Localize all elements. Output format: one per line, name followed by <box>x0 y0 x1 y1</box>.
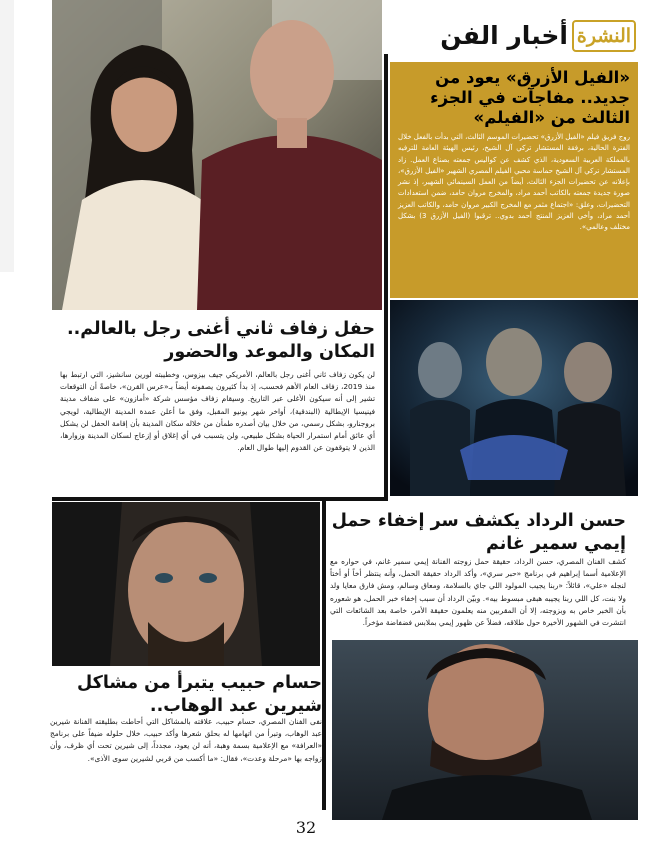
film-poster-photo <box>390 300 638 496</box>
logo-text: النشرة <box>576 25 632 47</box>
article-bezos-headline: حفل زفاف ثاني أغنى رجل بالعالم.. المكان والموعد والحضور <box>66 319 375 362</box>
article-habib-headline: حسام حبيب يتبرأ من مشاكل شيرين عبد الوهاب.. <box>77 673 322 716</box>
article-raddad-body: كشف الفنان المصري، حسن الرداد، حقيقة حمل زوجته الفنانة إيمي سمير غانم، في حواره مع الإعلامية أسما إبراهيم في برنامج «حبر سري»، وأكد الرداد حقيقة الحمل، وأنه ينتظر أخاً أو أختاً لنجله «علي»، قائلاً: «ربنا يجيب المولود اللي جاي بالسلامة، ومعاق وسالم، ومش فارق معايا ولد ولا بنت، كل اللي ربنا يجيبه هبقى مبسوط بيه». وبيّن الرداد أن سبب إخفاء خبر الحمل، هو شعوره بأن الخبر خاص به وبزوجته، إلا أن المقربين منه يعلمون حقيقة الأمر، خاصة بعد الشائعات التي انتشرت في الشهور الأخيرة حول طلاقه، فضلاً عن ظهور إيمي بملابس فضفاضة مؤخراً. <box>330 557 626 628</box>
hassan-elraddad-photo <box>332 640 638 820</box>
vertical-rule-bottom <box>322 500 326 810</box>
section-title: أخبار الفن <box>440 21 568 50</box>
article-habib-body: نفى الفنان المصري، حسام حبيب، علاقته بالمشاكل التي أحاطت بطليقته الفنانة شيرين عبد الوهاب، وتبرأ من اتهامها له بحلق شعرها وأكد حبيب، خلال حلوله ضيفاً على برنامج «العرافة» مع الإعلامية بسمة وهبة، أنه لن يعود، مجدداً، إلى شيرين تحت أي ظرف، وأن زواجه بها «مرحلة وعدت»، فقال: «ما أكسب من قربي لشيرين سوى الأذى». <box>50 717 322 763</box>
page-number: 32 <box>295 818 317 837</box>
feature-body: روج فريق فيلم «الفيل الأزرق» تحضيرات الموسم الثالث، التي بدأت بالفعل خلال الفترة الحالية، برفقة المستشار تركي آل الشيخ، رئيس الهيئة العامة للترفيه بالمملكة العربية السعودية، الذي كشف عن كواليس جمعته بصناع العمل. زاد المستشار تركي آل الشيخ حماسة محبي الفيلم المصري الشهير «الفيل الأزرق»، بإعلانه عن تحضيرات الجزء الثالث، أيضاً من العمل السينمائي الشهير، إذ نشر صورة جديدة جمعته بالكاتب أحمد مراد، والمخرج مروان حامد، ضمن استعدادات التحضيرات، وعلق: «اجتماع مثمر مع المخرج الكبير مروان حامد، والكاتب العزيز أحمد مراد، وأخي العزيز المنتج أحمد بدوي.. ترقبوا (الفيل الأزرق 3) بشكل مختلف وعالمي». <box>397 133 630 232</box>
vertical-rule-top <box>384 54 388 500</box>
horizontal-rule-middle <box>52 497 388 501</box>
feature-headline: «الفيل الأزرق» يعود من جديد.. مفاجآت في الجزء الثالث من «الفيلم» <box>430 68 630 127</box>
page-edge-strip <box>0 0 14 272</box>
article-bezos-body: لن يكون زفاف ثاني أغنى رجل بالعالم، الأمريكي جيف بيزوس، وخطيبته لورين سانشيز، التي ارتبط بها منذ 2019، زفاف العام الأهم فحسب، إذ بدأ كثيرون يصفونه أيضاً بـ«عرس القرن»، خاصةً أن التوقعات تشير إلى أنه سيكون الأغلى عبر التاريخ. وسيقام زفاف مؤسس شركة «أمازون» على ضفاف مدينة فينيسيا الإيطالية (البندقية)، أواخر شهر يونيو المقبل، وفق ما أعلن عمدة المدينة الإيطالية، لويجي بروجنارو، بشكل رسمي، من خلال بيان أصدره طمأن من خلاله سكان المدينة بأن إقامة الحفل لن يشكل أي عائق أمام استمرار الحياة بشكل طبيعي، ولن يتسبب في أي إغلاق أو إزعاج لسكان المدينة وزوارها، الذين لا يتوقفون عن القدوم إليها طوال العام. <box>60 370 375 453</box>
publication-logo <box>572 20 636 52</box>
hossam-habib-photo <box>52 502 320 666</box>
article-raddad-headline: حسن الرداد يكشف سر إخفاء حمل إيمي سمير غانم <box>331 511 626 554</box>
couple-photo <box>52 0 382 310</box>
